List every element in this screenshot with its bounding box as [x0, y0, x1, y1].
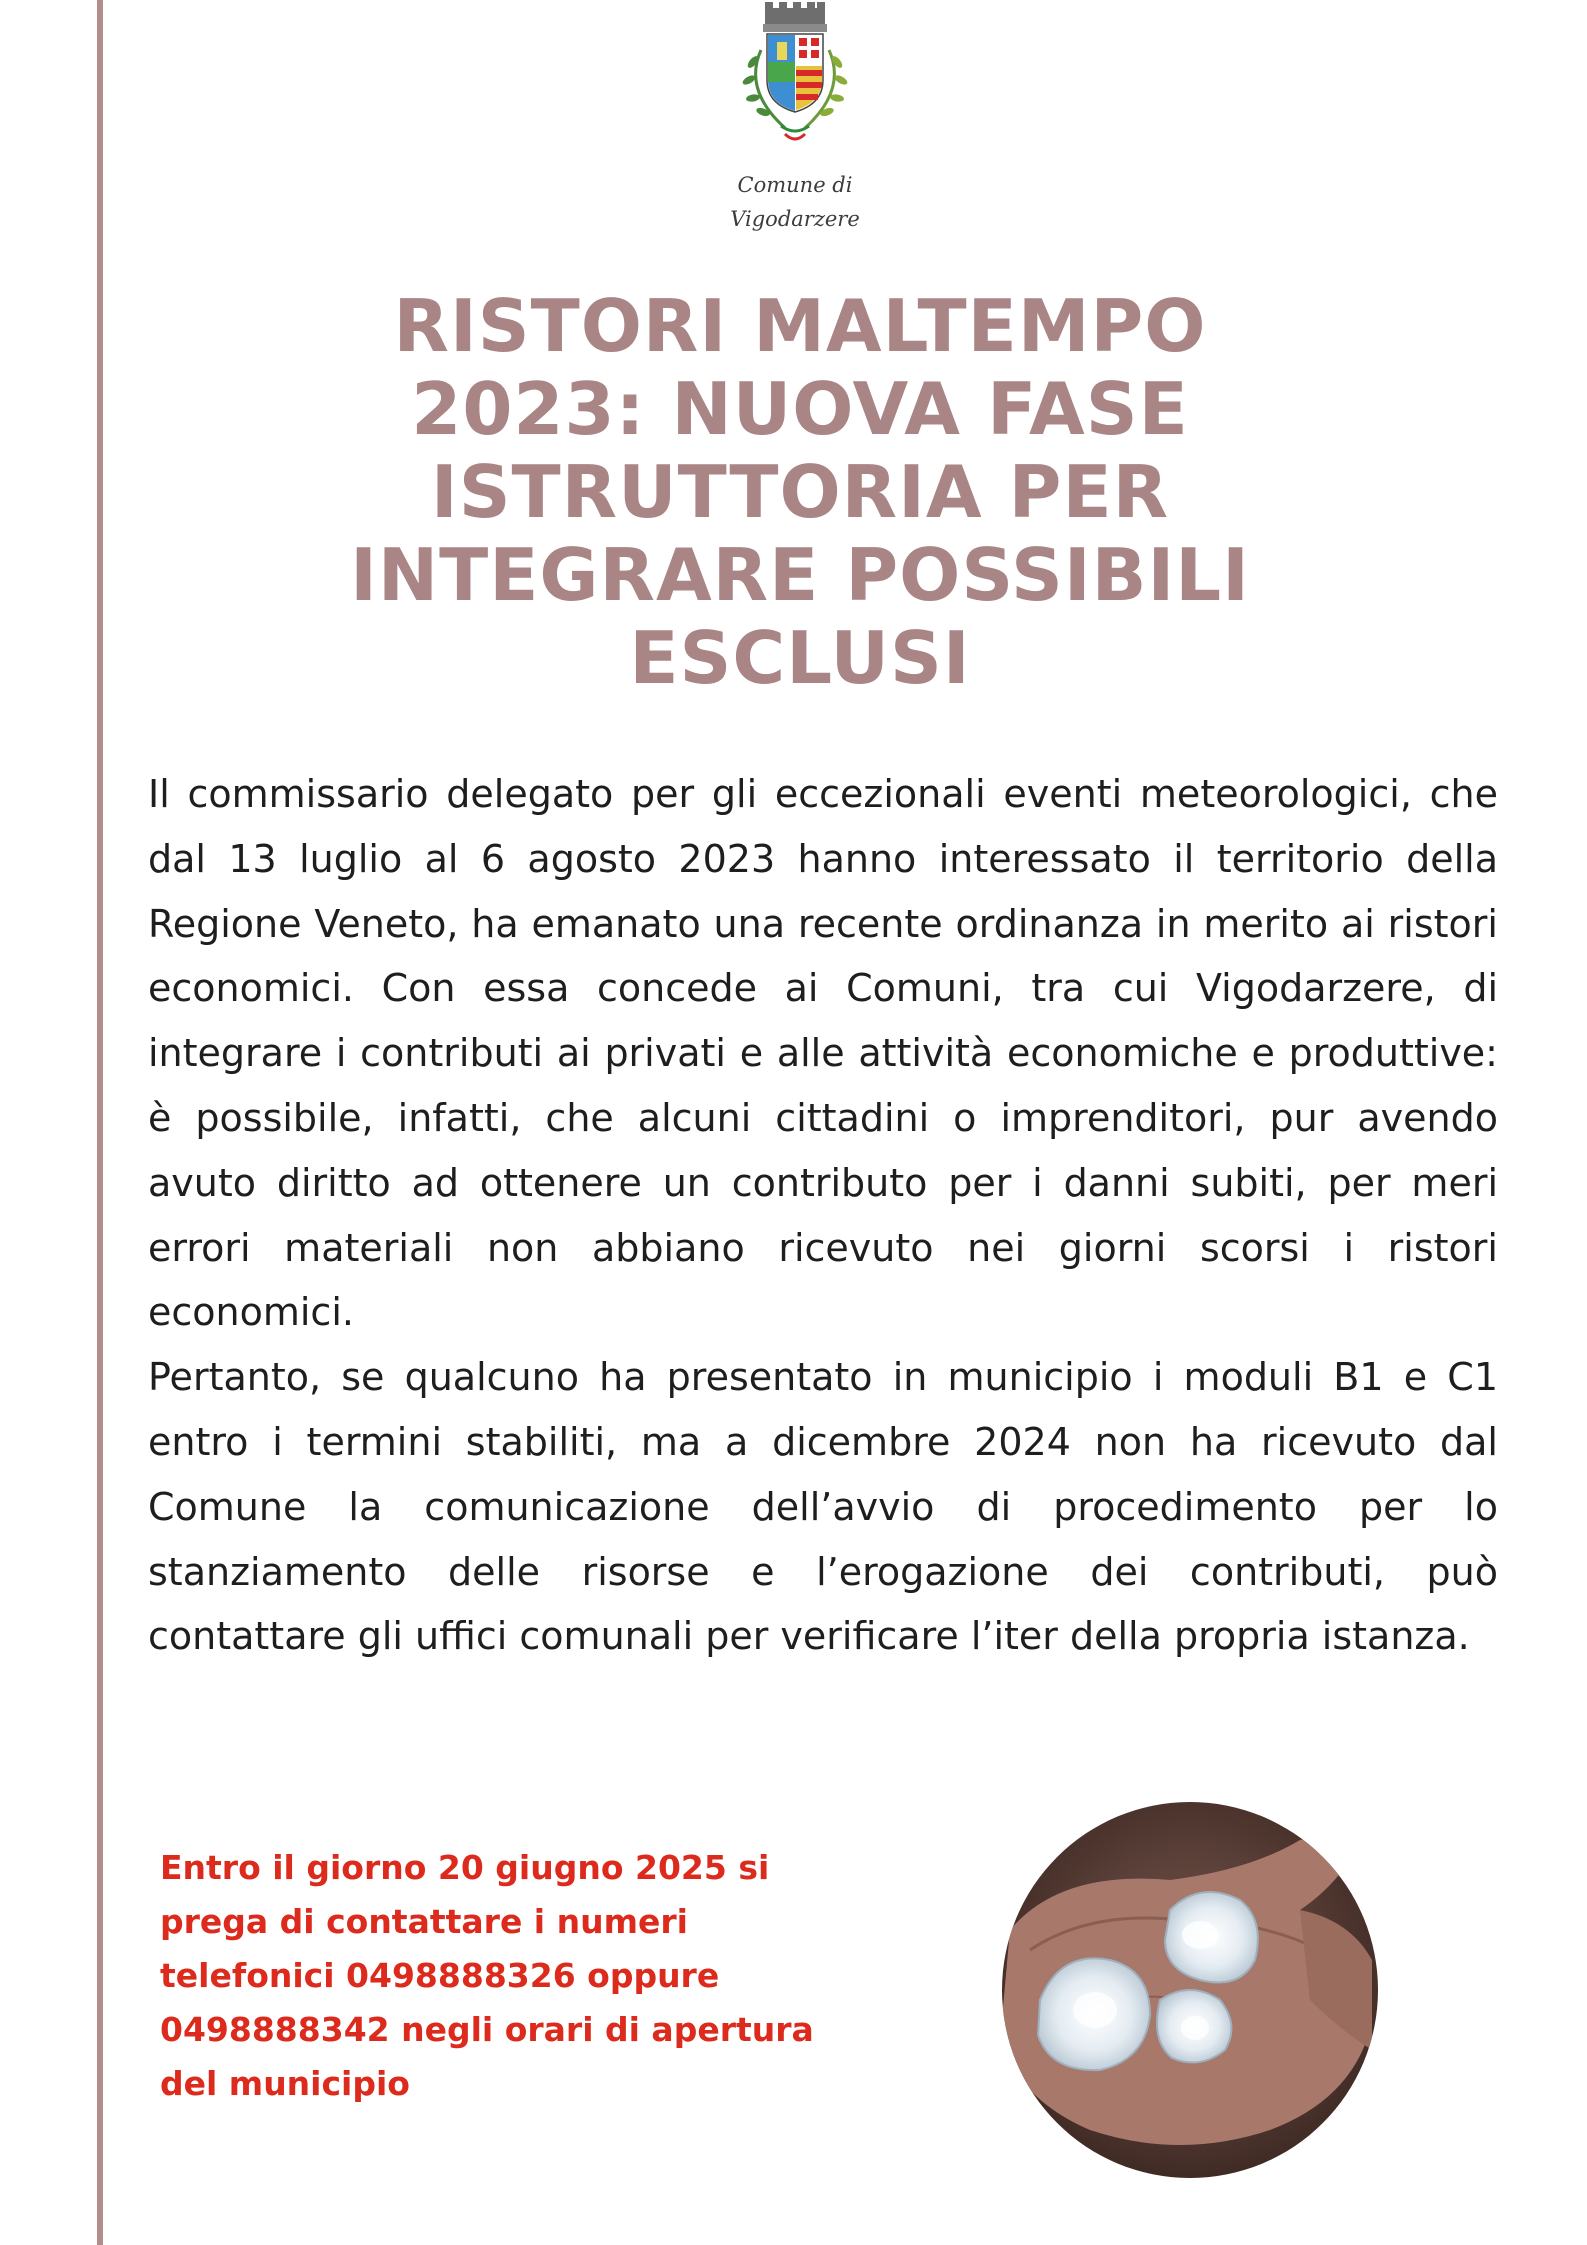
- page-title-line5: ESCLUSI: [629, 616, 971, 700]
- hailstones-in-hand-photo: [1000, 1800, 1380, 2180]
- page-title-line4: INTEGRARE POSSIBILI: [350, 533, 1250, 617]
- municipality-name: [640, 168, 950, 236]
- municipal-coat-of-arms-icon: [725, 0, 865, 160]
- municipality-name-line2: Vigodarzere: [730, 207, 860, 231]
- municipality-name-line1: Comune di: [737, 173, 853, 197]
- contact-callout-line1: Entro il giorno 20 giugno 2025 si: [160, 1848, 770, 1887]
- contact-callout-line4: 0498888342 negli orari di apertura: [160, 2010, 814, 2049]
- body-text: [148, 762, 1498, 1669]
- page-title-line1: RISTORI MALTEMPO: [393, 284, 1207, 368]
- body-paragraph-2: Pertanto, se qualcuno ha presentato in municipio i moduli B1 e C1 entro i termini stabiliti, ma a dicembre 2024 non ha ricevuto dal Comune la comunicazione dell’avvio di procedimento per lo stanziamento delle risorse e l’erogazione dei contributi, può contattare gli uffici comunali per verificare l’iter della propria istanza.: [148, 1355, 1498, 1659]
- left-border-rule: [97, 0, 103, 2245]
- contact-callout-line2: prega di contattare i numeri: [160, 1902, 688, 1941]
- contact-callout-line5: del municipio: [160, 2064, 410, 2103]
- page-title: [150, 285, 1450, 700]
- contact-callout: [160, 1841, 950, 2111]
- body-paragraph-1: Il commissario delegato per gli eccezionali eventi meteorologici, che dal 13 luglio al 6 agosto 2023 hanno interessato il territorio della Regione Veneto, ha emanato una recente ordinanza in merito ai ristori economici. Con essa concede ai Comuni, tra cui Vigodarzere, di integrare i contributi ai privati e alle attività economiche e produttive: è possibile, infatti, che alcuni cittadini o imprenditori, pur avendo avuto diritto ad ottenere un contributo per i danni subiti, per meri errori materiali non abbiano ricevuto nei giorni scorsi i ristori economici.: [148, 772, 1498, 1335]
- contact-callout-line3: telefonici 0498888326 oppure: [160, 1956, 720, 1995]
- page-title-line2: 2023: NUOVA FASE: [411, 367, 1189, 451]
- page-title-line3: ISTRUTTORIA PER: [430, 450, 1170, 534]
